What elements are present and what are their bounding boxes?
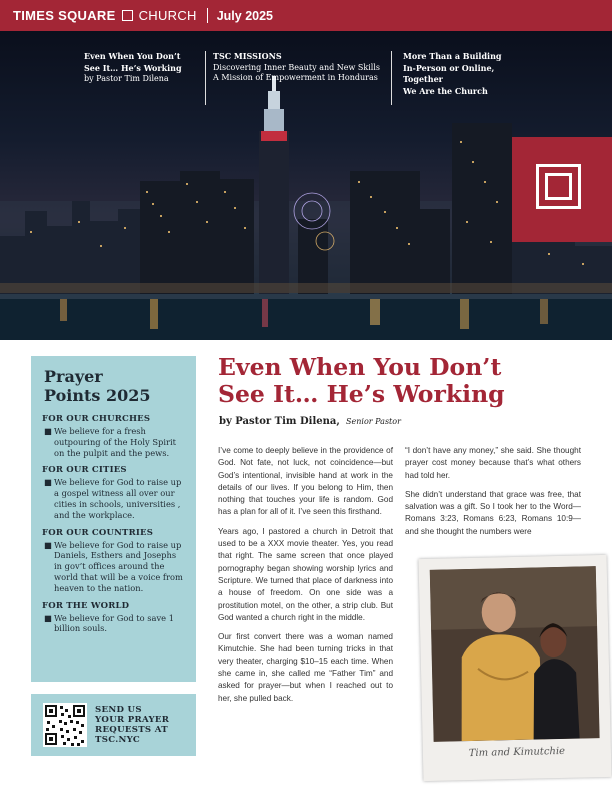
brand-name-bold: TIMES SQUARE [13,8,116,23]
prayer-point [42,613,185,635]
teaser-title: TSC MISSIONS [213,51,282,61]
teaser-missions[interactable] [213,51,391,84]
prayer-point-text: We believe for God to save 1 billion souls. [54,612,174,634]
prayer-point [42,540,185,594]
qr-code-icon[interactable] [43,703,87,747]
teaser-title: Even When You Don’t [84,51,181,61]
bullet-icon: ■ [44,612,52,623]
teaser-church[interactable] [403,51,533,97]
prayer-point [42,477,185,520]
masthead-bar [0,0,612,31]
divider [391,51,392,105]
issue-date: July 2025 [216,8,273,23]
prayer-point-text: We believe for God to raise up Daniels, Esthers and Josephs in gov’t offices around the world that will be a voice from heaven to the nation. [54,539,183,593]
bullet-icon: ■ [44,426,52,436]
website-link[interactable]: TSC.NYC [95,735,141,745]
square-icon [122,10,133,21]
teaser-title: See It… He’s Working [84,62,182,73]
teaser-title: We Are the Church [403,85,488,96]
paragraph: Years ago, I pastored a church in Detroit that used to be a XXX movie theater. Yes, you read that right. The same screen that once played pornography began showing worship lyrics and Scripture. We turned that place of darkness into a house of freedom. On one side was a prostitution motel, on the other, a strip club. But God wanted a church right in the middle. [218,526,393,622]
article-column-right [405,445,581,545]
article-column-left [218,445,393,712]
divider [205,51,206,105]
category-heading: FOR OUR CITIES [42,465,127,476]
paragraph: Our first convert there was a woman named Kimutchie. She had been turning tricks in that very theater, charging $10–15 each time. When she came in, she called me “Father Tim” and asked for prayer—but when I reached out to her, she pulled back. [218,632,393,703]
category-heading: FOR OUR COUNTRIES [42,527,154,538]
prayer-point [42,426,185,458]
byline-role: Senior Pastor [346,417,401,426]
teaser-subtitle: A Mission of Empowerment in Honduras [213,73,378,82]
prayer-point-text: We believe for God to raise up a gospel witness all over our cities in schools, universities , and the workplace. [54,477,182,520]
paragraph: I’ve come to deeply believe in the providence of God. Not fate, not luck, not coincidence—but God’s intentional, invisible hand at work in the details of our lives. If you belong to Him, then nothing that touches your life is random. God has a plan for all of it. I’ve seen this firsthand. [218,446,393,517]
paragraph: “I don’t have any money,” she said. She thought prayer cost money because that’s what others had told her. [405,446,581,480]
prayer-points-panel [31,356,196,682]
category-heading: FOR OUR CHURCHES [42,414,151,424]
hero-skyline-image [0,31,612,340]
prayer-request-cta: SEND US YOUR PRAYER REQUESTS AT TSC.NYC [95,705,170,745]
portrait-photo [430,566,600,742]
article-headline: Even When You Don’t See It… He’s Working [218,353,505,408]
teaser-title: More Than a Building [403,51,502,61]
bullet-icon: ■ [44,477,52,488]
article-byline [219,416,401,427]
tsc-badge [512,137,612,242]
byline-author: by Pastor Tim Dilena, [219,416,340,427]
category-heading: FOR THE WORLD [42,600,130,611]
teaser-byline: by Pastor Tim Dilena [84,74,169,83]
paragraph: She didn’t understand that grace was free, that salvation was a gift. So I took her to the Word—Romans 3:23, Romans 6:23, Romans 10:9—and she thought the numbers were [405,489,581,536]
polaroid-photo [419,555,612,781]
teaser-subtitle: Discovering Inner Beauty and New Skills [213,62,381,72]
prayer-request-card[interactable] [31,694,196,756]
teaser-article[interactable] [84,51,194,85]
teaser-title: In-Person or Online, Together [403,62,495,84]
divider [207,8,208,23]
cover-teasers [0,51,612,131]
brand-logo[interactable] [13,8,197,23]
square-logo-icon [536,164,581,209]
bullet-icon: ■ [44,539,52,550]
panel-title: Prayer Points 2025 [44,367,151,405]
photo-caption: Tim and Kimutchie [468,745,566,760]
brand-name-light: CHURCH [138,8,197,23]
prayer-point-text: We believe for a fresh outpouring of the Holy Spirit on the pulpit and the pews. [54,426,176,458]
